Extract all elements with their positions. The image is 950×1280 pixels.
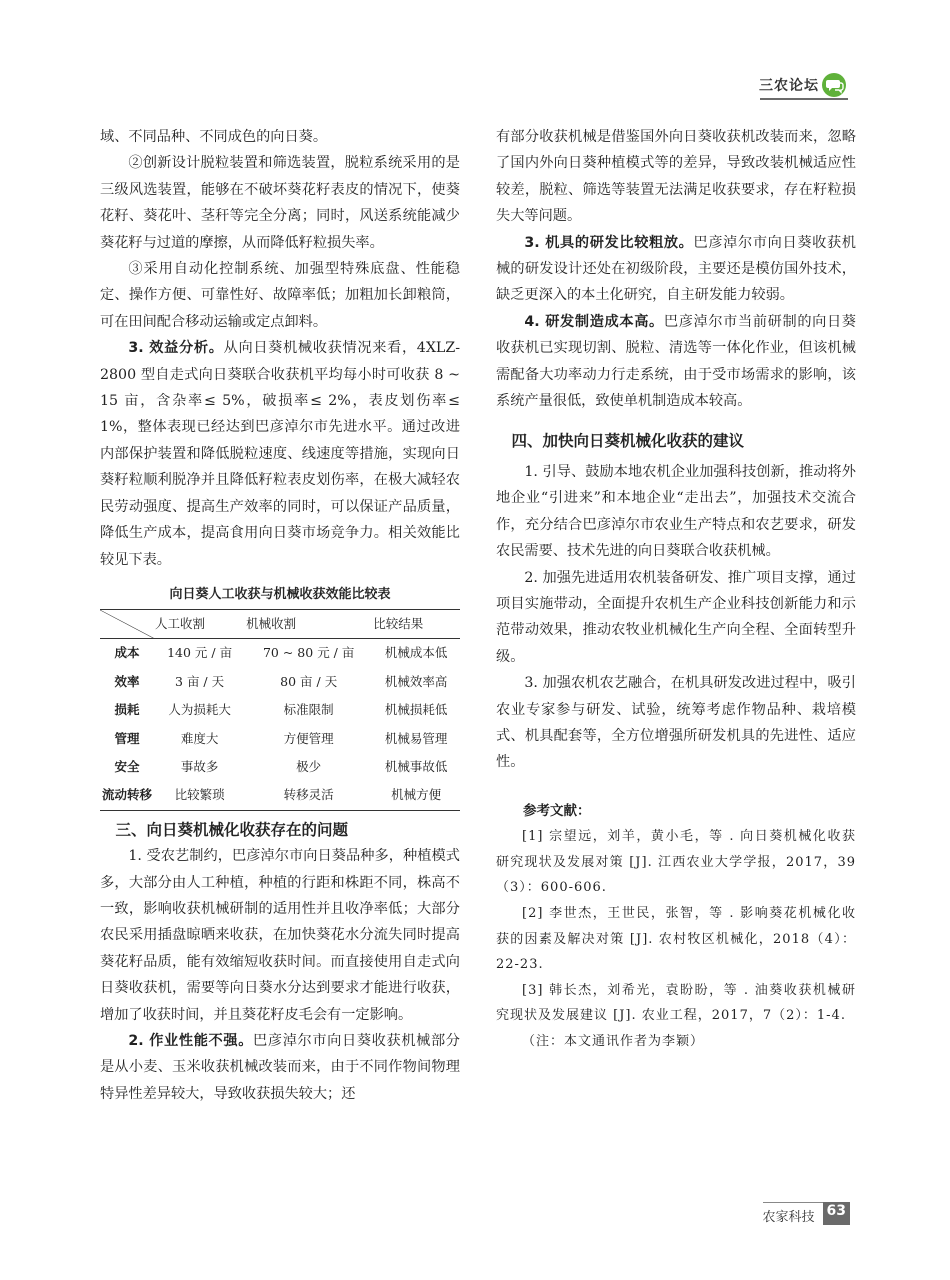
- table-header-row: [100, 609, 460, 638]
- references-title: 参考文献：: [523, 802, 591, 819]
- paragraph-lead: 3. 机具的研发比较粗放。: [524, 234, 694, 251]
- section-header: [759, 72, 847, 98]
- paragraph: ③采用自动化控制系统、加强型特殊底盘、性能稳定、操作方便、可靠性好、故障率低；加粗加长卸粮筒，可在田间配合移动运输或定点卸料。: [100, 261, 460, 330]
- table-cell: 机械易管理: [384, 730, 448, 746]
- row-label: 损耗: [114, 702, 140, 718]
- paragraph: 2. 加强先进适用农机装备研发、推广项目支撑，通过项目实施带动，全面提升农机生产企业科技创新能力和示范带动效果，推动农牧业机械化生产向全程、全面转型升级。: [496, 569, 856, 665]
- paragraph-body: 从向日葵机械收获情况来看，4XLZ-2800 型自走式向日葵联合收获机平均每小时可收获 8 ~ 15 亩，含杂率≤ 5%，破损率≤ 2%，表皮划伤率≤ 1%，整体表现已经达到巴彦淖尔市先进水平。通过改进内部保护装置和降低脱粒速度、线速度等措施，实现向日葵籽粒顺利脱净并且降低籽粒表皮划伤率，在极大减轻农民劳动强度、提高生产效率的同时，可以保证产品质量，降低生产成本，提高食用向日葵市场竞争力。相关效能比较见下表。: [100, 340, 461, 568]
- table-cell: 机械效率高: [384, 673, 448, 689]
- section-heading: 四、加快向日葵机械化收获的建议: [511, 432, 745, 451]
- table-cell: 机械损耗低: [384, 702, 448, 718]
- paragraph: 1. 受农艺制约，巴彦淖尔市向日葵品种多，种植模式多，大部分由人工种植，种植的行距和株距不同，株高不一致，影响收获机械研制的适用性并且收净率低；大部分农民采用插盘晾晒来收获，在加快葵花水分流失同时提高葵花籽品质，能有效缩短收获时间。而直接使用自走式向日葵收获机，需要等向日葵水分达到要求才能进行收获，增加了收获时间，并且葵花籽皮毛会有一定影响。: [100, 848, 460, 1023]
- table-cell: 140 元 / 亩: [167, 645, 233, 661]
- comparison-table-block: [100, 585, 460, 811]
- references-list: [496, 824, 856, 1054]
- table-cell: 机械事故低: [384, 758, 448, 774]
- reference-item: [3] 韩长杰，刘希光，袁盼盼，等 . 油葵收获机械研究现状及发展建议 [J]. 农业工程，2017，7（2）：1-4.: [496, 982, 856, 1024]
- table-cell: 转移灵活: [283, 787, 334, 803]
- row-label: 成本: [114, 645, 140, 661]
- section-heading: 三、向日葵机械化收获存在的问题: [115, 820, 349, 839]
- table-cell: 事故多: [180, 758, 219, 774]
- left-column: [100, 124, 460, 1107]
- paragraph-lead: 2. 作业性能不强。: [128, 1033, 254, 1049]
- table-cell: 70 ~ 80 元 / 亩: [262, 645, 355, 661]
- reference-item: [2] 李世杰，王世民，张智，等 . 影响葵花机械化收获的因素及解决对策 [J]. 农村牧区机械化，2018（4）：22-23.: [496, 905, 856, 973]
- table-cell: 人为损耗大: [168, 702, 231, 718]
- table-header: 机械收割: [246, 615, 297, 631]
- chat-bubble-icon: [821, 72, 847, 98]
- paragraph: [100, 335, 460, 573]
- table-header: 比较结果: [373, 615, 424, 631]
- reference-item: [1] 宗望远，刘羊，黄小毛，等 . 向日葵机械化收获研究现状及发展对策 [J]. 江西农业大学学报，2017，39（3）：600-606.: [496, 829, 856, 896]
- paragraph: [496, 309, 856, 415]
- paragraph: [100, 1028, 460, 1107]
- header-rule: [760, 98, 848, 100]
- table-cell: 机械成本低: [384, 645, 448, 661]
- paragraph-lead: 4. 研发制造成本高。: [524, 313, 664, 330]
- table-cell: 3 亩 / 天: [175, 673, 225, 689]
- table-row: [100, 753, 460, 781]
- table-cell: 标准限制: [283, 702, 334, 718]
- diagonal-header-cell: [100, 609, 154, 638]
- row-label: 安全: [114, 758, 140, 774]
- paragraph-body: 巴彦淖尔市当前研制的向日葵收获机已实现切割、脱粒、清选等一体化作业，但该机械需配备大功率动力行走系统，由于受市场需求的影响，该系统产量很低，致使单机制造成本较高。: [496, 313, 856, 410]
- paragraph: 1. 引导、鼓励本地农机企业加强科技创新，推动将外地企业“引进来”和本地企业“走出去”，加强技术交流合作，充分结合巴彦淖尔市农业生产特点和农艺要求，研发农民需要、技术先进的向日葵联合收获机械。: [496, 463, 856, 560]
- paragraph-body: 巴彦淖尔市向日葵收获机械的研发设计还处在初级阶段，主要还是模仿国外技术，缺乏更深入的本土化研究，自主研发能力较弱。: [496, 234, 856, 304]
- paragraph: [496, 230, 856, 309]
- paragraph: 有部分收获机械是借鉴国外向日葵收获机改装而来，忽略了国内外向日葵种植模式等的差异，导致改装机械适应性较差，脱粒、筛选等装置无法满足收获要求，存在籽粒损失大等问题。: [496, 129, 856, 225]
- paragraph-body: 巴彦淖尔市向日葵收获机械部分是从小麦、玉米收获机械改装而来，由于不同作物间物理特异性差异较大，导致收获损失较大；还: [100, 1033, 460, 1102]
- page-number: 63: [823, 1202, 850, 1225]
- table-row: [100, 696, 460, 724]
- paragraph: 3. 加强农机农艺融合，在机具研发改进过程中，吸引农业专家参与研发、试验，统筹考虑作物品种、栽培模式、机具配套等，全方位增强所研发机具的先进性、适应性。: [496, 675, 856, 771]
- table-cell: 机械方便: [391, 787, 442, 803]
- table-cell: 比较繁琐: [174, 787, 225, 803]
- paragraph: ②创新设计脱粒装置和筛选装置，脱粒系统采用的是三级风选装置，能够在不破坏葵花籽表皮的情况下，使葵花籽、葵花叶、茎秆等完全分离；同时，风送系统能减少葵花籽与过道的摩擦，从而降低籽粒损失率。: [100, 155, 460, 251]
- right-column: [496, 124, 856, 1055]
- table-row: [100, 725, 460, 753]
- page-footer: [763, 1202, 851, 1225]
- table-cell: 方便管理: [283, 730, 334, 746]
- table-row: [100, 639, 460, 668]
- author-note: （注：本文通讯作者为李颖）: [522, 1033, 705, 1049]
- table-row: [100, 668, 460, 696]
- paragraph: 域、不同品种、不同成色的向日葵。: [100, 129, 328, 145]
- table-cell: 难度大: [180, 730, 219, 746]
- row-label: 效率: [114, 673, 140, 689]
- row-label: 流动转移: [101, 787, 152, 803]
- table-header: 人工收割: [155, 615, 206, 631]
- comparison-table: [100, 609, 460, 811]
- table-title: 向日葵人工收获与机械收获效能比较表: [169, 586, 391, 602]
- row-label: 管理: [114, 730, 140, 746]
- section-tag: 三农论坛: [759, 78, 819, 94]
- paragraph-lead: 3. 效益分析。: [128, 340, 224, 357]
- table-cell: 80 亩 / 天: [280, 673, 338, 689]
- journal-name: 农家科技: [763, 1202, 823, 1225]
- table-row: [100, 781, 460, 810]
- table-cell: 极少: [296, 758, 322, 774]
